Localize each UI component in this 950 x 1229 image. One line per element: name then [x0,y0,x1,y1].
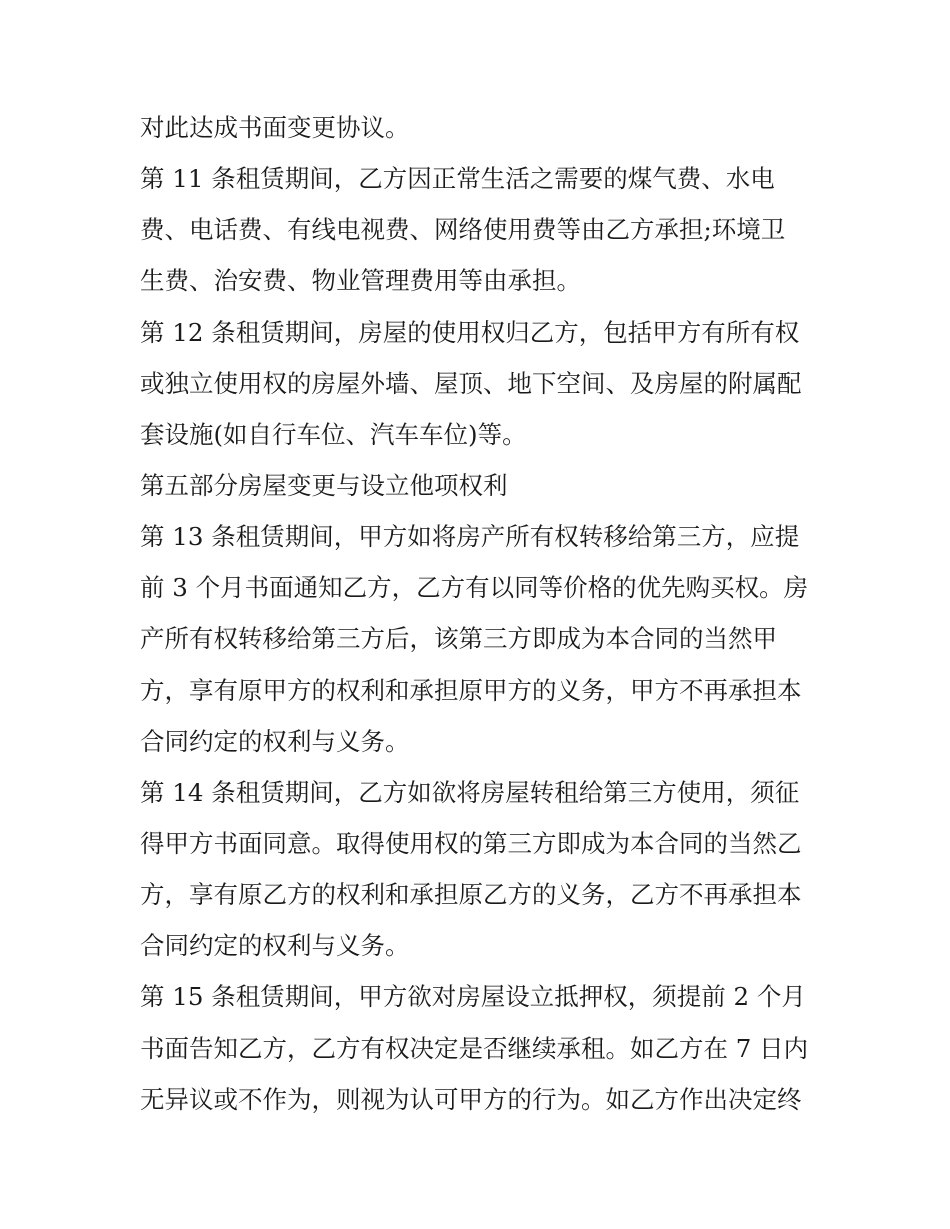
text-line: 生费、治安费、物业管理费用等由承担。 [140,266,581,295]
text-line: 方，享有原乙方的权利和承担原乙方的义务，乙方不再承担本 [140,880,802,909]
text-line: 套设施(如自行车位、汽车车位)等。 [140,420,527,449]
text-line: 第 11 条租赁期间，乙方因正常生活之需要的煤气费、水电 [140,164,775,193]
text-line: 费、电话费、有线电视费、网络使用费等由乙方承担;环境卫 [140,215,786,244]
text-line: 合同约定的权利与义务。 [140,931,410,960]
section-heading: 第五部分房屋变更与设立他项权利 [140,471,508,500]
text-line: 第 14 条租赁期间，乙方如欲将房屋转租给第三方使用，须征 [140,778,800,807]
text-line: 或独立使用权的房屋外墙、屋顶、地下空间、及房屋的附属配 [140,369,802,398]
text-line: 第 15 条租赁期间，甲方欲对房屋设立抵押权，须提前 2 个月 [140,982,806,1011]
text-line: 得甲方书面同意。取得使用权的第三方即成为本合同的当然乙 [140,829,802,858]
text-line: 合同约定的权利与义务。 [140,727,410,756]
text-line: 方，享有原甲方的权利和承担原甲方的义务，甲方不再承担本 [140,676,802,705]
text-line: 产所有权转移给第三方后，该第三方即成为本合同的当然甲 [140,624,777,653]
text-line: 第 13 条租赁期间，甲方如将房产所有权转移给第三方，应提 [140,522,800,551]
text-line: 前 3 个月书面通知乙方，乙方有以同等价格的优先购买权。房 [140,573,809,602]
text-line: 书面告知乙方，乙方有权决定是否继续承租。如乙方在 7 日内 [140,1034,809,1063]
text-line: 无异议或不作为，则视为认可甲方的行为。如乙方作出决定终 [140,1085,802,1114]
text-line: 对此达成书面变更协议。 [140,113,410,142]
text-line: 第 12 条租赁期间，房屋的使用权归乙方，包括甲方有所有权 [140,318,800,347]
